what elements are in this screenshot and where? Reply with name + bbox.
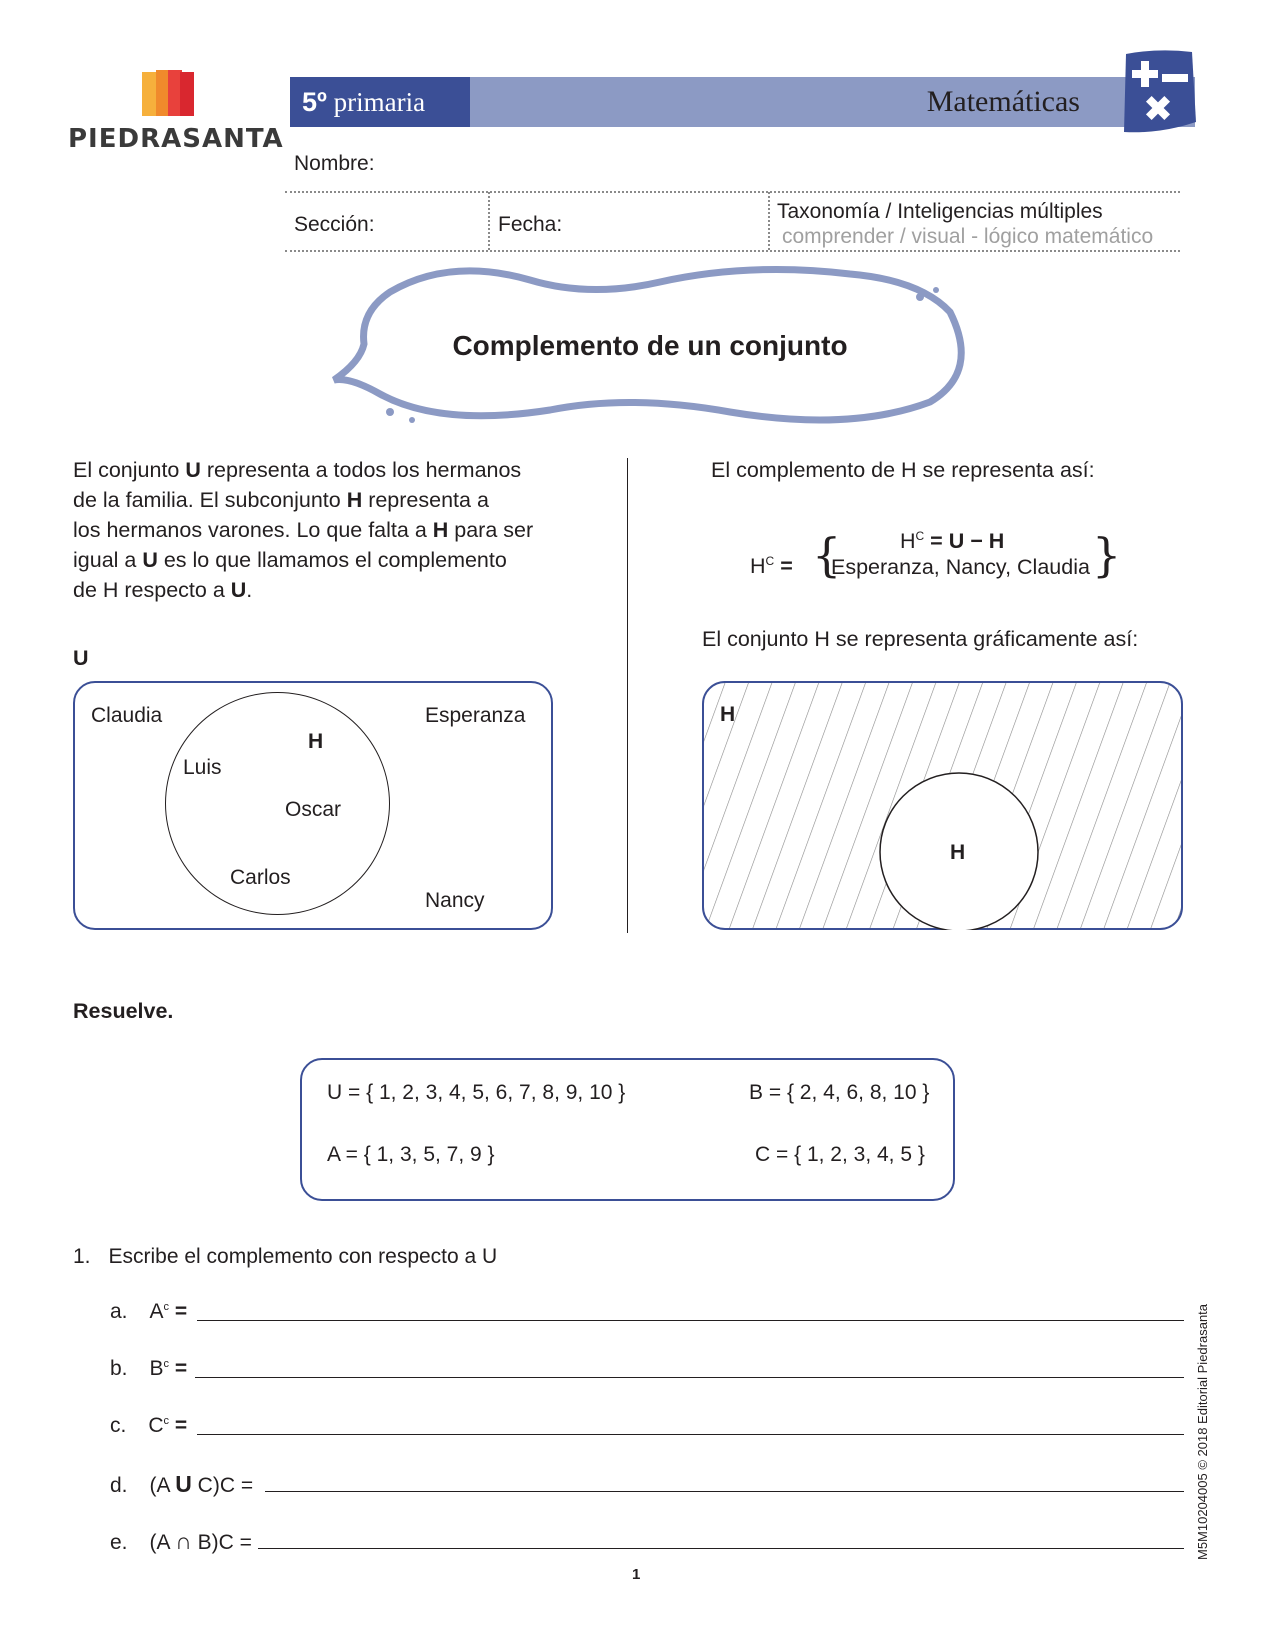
title-bubble	[330, 262, 970, 432]
sets-box	[300, 1058, 955, 1201]
page-title: Complemento de un conjunto	[452, 330, 848, 361]
copyright-note: M5M10204005 © 2018 Editorial Piedrasanta	[1195, 1303, 1210, 1560]
section-label: Sección:	[294, 213, 375, 236]
exercise-heading: Resuelve.	[73, 999, 174, 1023]
grade-text: primaria	[333, 87, 426, 117]
subject-bar	[470, 77, 1195, 127]
item-label: c. $C^c$ =	[110, 1414, 188, 1437]
intro-paragraph	[73, 455, 553, 605]
answer-line[interactable]	[195, 1377, 1184, 1378]
grade-badge	[290, 77, 470, 127]
set-u: U = { 1, 2, 3, 4, 5, 6, 7, 8, 9, 10 }	[327, 1081, 626, 1104]
field-divider	[488, 192, 490, 250]
item-label: d. (A U C)C =	[110, 1471, 254, 1497]
subject-title: Matemáticas	[926, 85, 1080, 118]
venn-element-outside: Esperanza	[425, 704, 526, 727]
item-label: a. $A^c$ =	[110, 1300, 188, 1323]
name-field[interactable]	[285, 191, 1180, 193]
venn-element-inside: Luis	[183, 756, 222, 779]
complement-lhs: $H^C$ =	[750, 554, 793, 579]
complement-members: Esperanza, Nancy, Claudia	[831, 555, 1090, 579]
graphic-intro: El conjunto H se representa gráficamente así:	[702, 627, 1139, 651]
intro-line: El conjunto U representa a todos los hermanos	[73, 458, 522, 482]
venn-element-inside: Carlos	[230, 866, 291, 889]
venn-element-outside: Claudia	[91, 704, 163, 727]
set-b: B = { 2, 4, 6, 8, 10 }	[749, 1081, 930, 1104]
venn-subset-label: H	[308, 730, 324, 753]
name-label: Nombre:	[294, 152, 375, 175]
column-divider	[627, 458, 628, 933]
section-date-field[interactable]	[285, 250, 1180, 252]
diagram-inner-label: H	[950, 841, 966, 864]
intro-line: igual a U es lo que llamamos el complemento	[73, 548, 507, 572]
item-label: b. $B^c$ =	[110, 1357, 188, 1380]
field-divider	[768, 192, 770, 250]
math-operations-icon	[1118, 48, 1198, 136]
set-a: A = { 1, 3, 5, 7, 9 }	[327, 1143, 495, 1166]
intro-line: de H respecto a U.	[73, 578, 253, 602]
item-label: e. (A ∩ B)C =	[110, 1528, 252, 1554]
diagram-outer-label: H	[720, 703, 736, 726]
date-label: Fecha:	[498, 213, 563, 236]
intro-line: de la familia. El subconjunto H representa a	[73, 488, 489, 512]
venn-element-outside: Nancy	[425, 889, 485, 912]
answer-line[interactable]	[197, 1320, 1184, 1321]
left-brace: {	[812, 528, 842, 582]
venn-element-inside: Oscar	[285, 798, 342, 821]
grade-number: 5º	[302, 87, 327, 117]
taxonomy-label: Taxonomía / Inteligencias múltiples	[777, 200, 1103, 223]
universe-label: U	[73, 646, 89, 670]
complement-intro: El complemento de H se representa así:	[711, 458, 1095, 482]
answer-line[interactable]	[258, 1548, 1184, 1549]
set-c: C = { 1, 2, 3, 4, 5 }	[755, 1143, 925, 1166]
complement-diagram	[702, 681, 1183, 930]
taxonomy-values: comprender / visual - lógico matemático	[782, 225, 1154, 248]
page-number: 1	[632, 1566, 641, 1583]
right-brace: }	[1092, 528, 1122, 582]
complement-formula: $H^C = U - H$	[900, 529, 1005, 554]
intro-line: los hermanos varones. Lo que falta a H para ser	[73, 518, 534, 542]
publisher-name: PIEDRASANTA	[68, 124, 284, 154]
answer-line[interactable]	[197, 1434, 1184, 1435]
question: 1. Escribe el complemento con respecto a U	[73, 1245, 498, 1268]
answer-line[interactable]	[265, 1491, 1184, 1492]
publisher-logo	[68, 68, 284, 158]
